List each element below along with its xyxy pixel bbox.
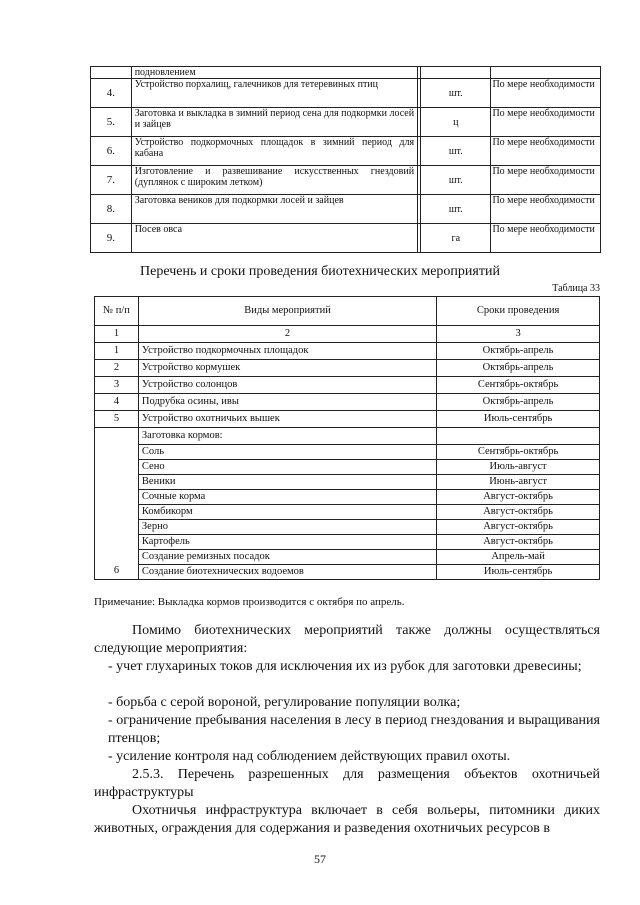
table-row — [95, 475, 600, 490]
col-number: 2 — [138, 326, 436, 343]
table-row — [95, 445, 600, 460]
table-note: Примечание: Выкладка кормов производится с октября по апрель. — [94, 596, 405, 608]
table-row — [95, 565, 600, 580]
cell-unit: шт. — [421, 137, 491, 166]
table-row — [95, 535, 600, 550]
table-row — [95, 411, 600, 428]
cell-kind: Сено — [138, 460, 436, 475]
col-number: 1 — [95, 326, 139, 343]
table-row — [95, 377, 600, 394]
cell-name: Устройство подкормочных площадок в зимний период для кабана — [131, 137, 417, 166]
cell-period: Сентябрь-октябрь — [437, 445, 600, 460]
cell-kind: Подрубка осины, ивы — [138, 394, 436, 411]
cell-kind: Зерно — [138, 520, 436, 535]
cell-unit: шт. — [421, 166, 491, 195]
cell-when: По мере необходимости — [491, 195, 601, 224]
page-number: 57 — [314, 852, 326, 866]
cell-when: По мере необходимости — [491, 79, 601, 108]
cell-num: 2 — [95, 360, 139, 377]
cell-period: Июнь-август — [437, 475, 600, 490]
table-caption: Перечень и сроки проведения биотехнических мероприятий — [140, 264, 500, 279]
cell-num: 4 — [95, 394, 139, 411]
cell-num: 9. — [91, 224, 132, 253]
measures-continuation-table — [90, 66, 601, 253]
table-row — [91, 67, 601, 79]
cell-kind: Создание биотехнических водоемов — [138, 565, 436, 580]
header-num: № п/п — [95, 297, 139, 326]
cell-period: Октябрь-апрель — [437, 360, 600, 377]
cell-period: Сентябрь-октябрь — [437, 377, 600, 394]
table-row — [91, 195, 601, 224]
cell-period: Апрель-май — [437, 550, 600, 565]
table-number-label: Таблица 33 — [552, 283, 600, 294]
table-row — [95, 490, 600, 505]
cell-kind: Устройство охотничьих вышек — [138, 411, 436, 428]
column-number-row — [95, 326, 600, 343]
infra-paragraph: Охотничья инфраструктура включает в себя вольеры, питомники диких животных, ограждения для содержания и разведения охотничьих ресурсов в — [94, 803, 600, 836]
cell-when: По мере необходимости — [491, 137, 601, 166]
table-row — [91, 108, 601, 137]
table-row — [91, 137, 601, 166]
header-row — [95, 297, 600, 326]
table-row — [95, 394, 600, 411]
cell-name: Заготовка и выкладка в зимний период сена для подкормки лосей и зайцев — [131, 108, 417, 137]
cell-unit: ц — [421, 108, 491, 137]
group-heading: Заготовка кормов: — [138, 428, 436, 445]
table-row — [95, 460, 600, 475]
cell-kind: Устройство подкормочных площадок — [138, 343, 436, 360]
cell-kind: Веники — [138, 475, 436, 490]
cell-num: 4. — [91, 79, 132, 108]
table-row — [91, 166, 601, 195]
cell-kind: Устройство кормушек — [138, 360, 436, 377]
cell-kind: Создание ремизных посадок — [138, 550, 436, 565]
cell-name: Изготовление и развешивание искусственных гнездовий (дуплянок с широким летком) — [131, 166, 417, 195]
cell-name: Устройство порхалищ, галечников для тетеревиных птиц — [131, 79, 417, 108]
cell-when: По мере необходимости — [491, 224, 601, 253]
cell-num: 6 — [95, 428, 139, 580]
table-row — [95, 343, 600, 360]
table-row — [91, 224, 601, 253]
table-row — [95, 505, 600, 520]
cell-kind: Картофель — [138, 535, 436, 550]
table-row — [95, 360, 600, 377]
cell-period: Июль-август — [437, 460, 600, 475]
col-number: 3 — [437, 326, 600, 343]
cell-period: Июль-сентябрь — [437, 411, 600, 428]
header-period: Сроки проведения — [437, 297, 600, 326]
cell-name: Заготовка веников для подкормки лосей и зайцев — [131, 195, 417, 224]
cell-num: 8. — [91, 195, 132, 224]
cell-num: 3 — [95, 377, 139, 394]
cell-when: По мере необходимости — [491, 108, 601, 137]
cell-unit: га — [421, 224, 491, 253]
table-row — [95, 550, 600, 565]
cell-name: Посев овса — [131, 224, 417, 253]
cell-num: 6. — [91, 137, 132, 166]
bullet-item: - усиление контроля над соблюдением действующих правил охоты. — [108, 749, 511, 764]
cell-num: 5 — [95, 411, 139, 428]
cell-num: 5. — [91, 108, 132, 137]
cell-kind: Сочные корма — [138, 490, 436, 505]
header-kind: Виды мероприятий — [138, 297, 436, 326]
cell-period: Август-октябрь — [437, 520, 600, 535]
cell-unit: шт. — [421, 79, 491, 108]
cell-when: По мере необходимости — [491, 166, 601, 195]
bullet-item: - ограничение пребывания населения в лесу в период гнездования и выращивания птенцов; — [108, 713, 600, 746]
cell-kind: Соль — [138, 445, 436, 460]
cell-period: Август-октябрь — [437, 535, 600, 550]
cell-num: 7. — [91, 166, 132, 195]
cell-name: подновлением — [131, 67, 417, 79]
cell-period: Октябрь-апрель — [437, 394, 600, 411]
table-row — [95, 520, 600, 535]
group-heading-row — [95, 428, 600, 445]
intro-paragraph: Помимо биотехнических мероприятий также должны осуществляться следующие мероприятия: — [94, 623, 600, 656]
cell-num: 1 — [95, 343, 139, 360]
cell-period: Июль-сентябрь — [437, 565, 600, 580]
cell-unit: шт. — [421, 195, 491, 224]
cell-period: Август-октябрь — [437, 505, 600, 520]
bullet-item: - учет глухариных токов для исключения их из рубок для заготовки древесины; — [108, 659, 582, 674]
cell-kind: Устройство солонцов — [138, 377, 436, 394]
cell-period: Октябрь-апрель — [437, 343, 600, 360]
cell-kind: Комбикорм — [138, 505, 436, 520]
table-row — [91, 79, 601, 108]
section-heading: 2.5.3. Перечень разрешенных для размещения объектов охотничьей инфраструктуры — [94, 767, 600, 800]
biotech-measures-table — [94, 296, 600, 580]
cell-period: Август-октябрь — [437, 490, 600, 505]
bullet-item: - борьба с серой вороной, регулирование популяции волка; — [108, 695, 461, 710]
